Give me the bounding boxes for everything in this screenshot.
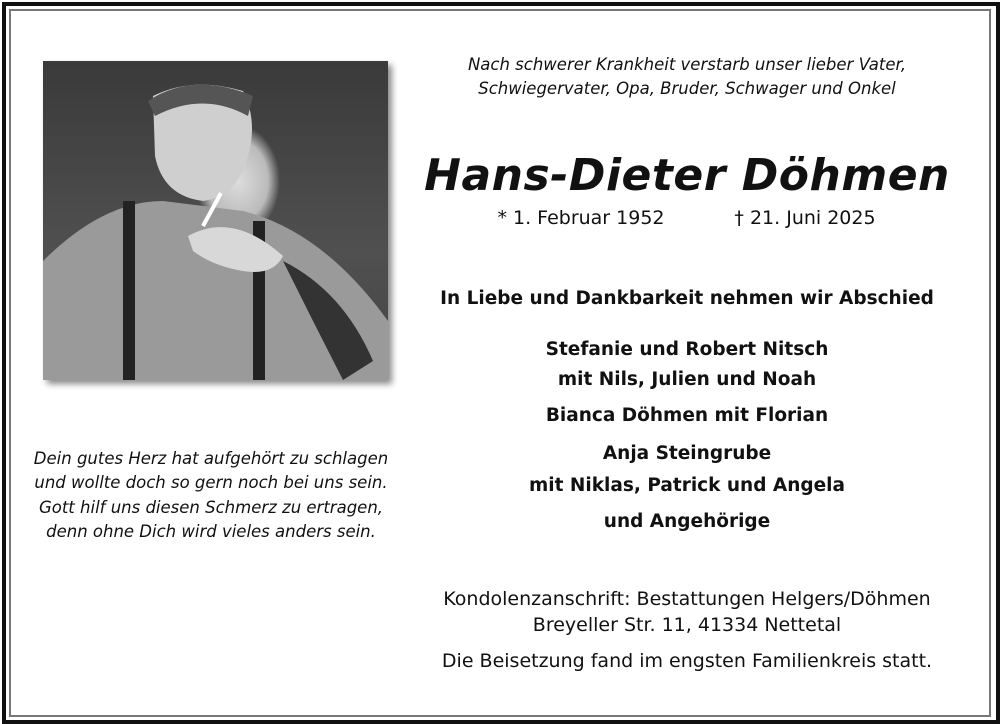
family-line: und Angehörige	[603, 511, 771, 532]
deceased-name: Hans-Dieter Döhmen	[424, 150, 950, 201]
condolence-address: Kondolenzanschrift: Bestattungen Helgers/Döhmen	[443, 588, 931, 610]
birth-date: * 1. Februar 1952	[497, 207, 665, 229]
family-line: mit Niklas, Patrick und Angela	[528, 475, 846, 496]
poem-line: denn ohne Dich wird vieles anders sein.	[46, 522, 376, 541]
farewell-text: In Liebe und Dankbarkeit nehmen wir Abschied	[440, 288, 934, 309]
intro-line-1: Nach schwerer Krankheit verstarb unser lieber Vater,	[467, 55, 907, 74]
poem-line: und wollte doch so gern noch bei uns sein.	[34, 473, 388, 492]
portrait-photo	[43, 61, 388, 380]
poem-line: Gott hilf uns diesen Schmerz zu ertragen,	[38, 498, 384, 517]
family-line: mit Nils, Julien und Noah	[557, 369, 817, 390]
street-address: Breyeller Str. 11, 41334 Nettetal	[532, 614, 842, 636]
poem-line: Dein gutes Herz hat aufgehört zu schlagen	[33, 449, 389, 468]
family-line: Anja Steingrube	[602, 443, 772, 464]
death-date: † 21. Juni 2025	[734, 207, 876, 229]
family-line: Stefanie und Robert Nitsch	[545, 339, 829, 360]
family-line: Bianca Döhmen mit Florian	[545, 405, 829, 426]
burial-note: Die Beisetzung fand im engsten Familienkreis statt.	[441, 650, 933, 672]
intro-line-2: Schwiegervater, Opa, Bruder, Schwager und Onkel	[478, 79, 896, 98]
portrait-illustration	[43, 61, 388, 380]
